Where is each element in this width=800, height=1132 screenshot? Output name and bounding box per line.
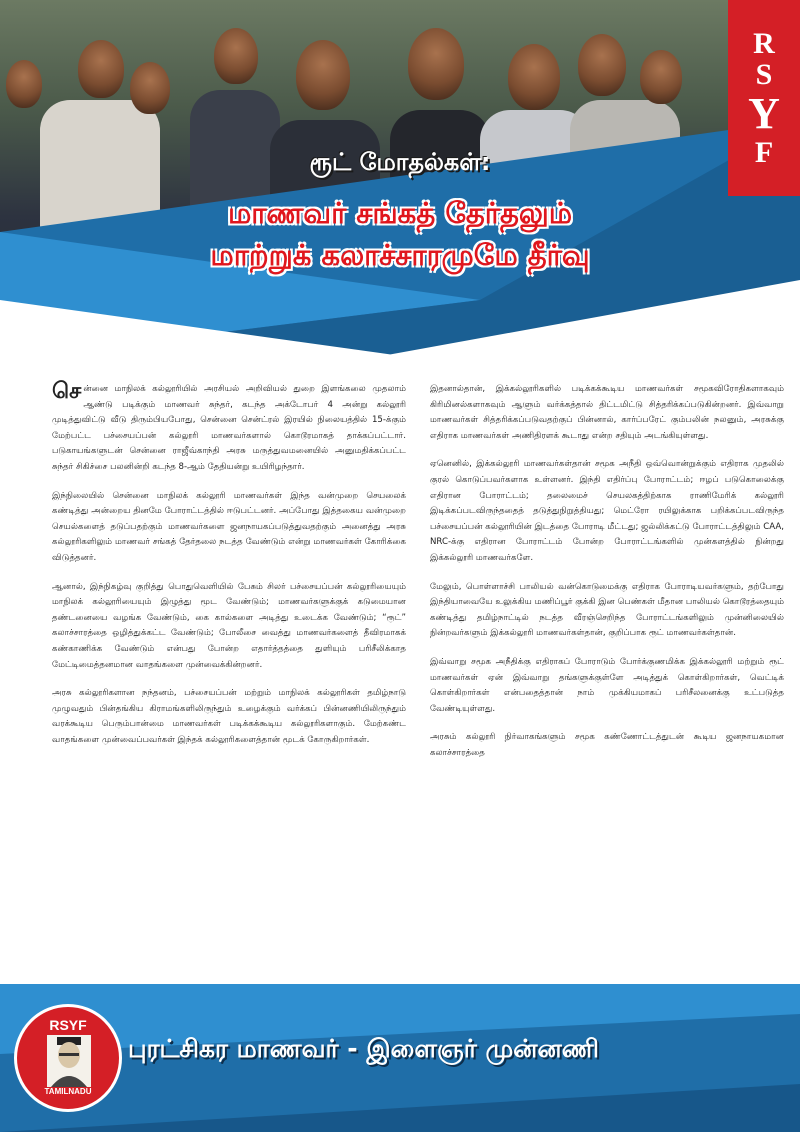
paragraph: ஆனால், இந்நிகழ்வு குறித்து பொதுவெளியில் பேசும் சிலர் பச்சையப்பன் கல்லூரியையும் மாநிலக் கல்லூரியையும் இழுத்து மூட வேண்டும்; மாணவர்களுக்குக் கடுமையான தண்டனையை வழங்க வேண்டும், கை கால்களை அடித்து உடைக்க வேண்டும்; “ரூட்” கலாச்சாரத்தை ஒழித்துக்கட்ட வேண்டும்; போலீசை வைத்து மாணவர்களைத் தீவிரமாகக் கண்காணிக்க வேண்டும் என்பது போன்ற எதார்த்தத்தை துளியும் பரிசீலிக்காத மேட்டிமைத்தனமான வாதங்களை முன்வைக்கின்றனர். bbox=[52, 581, 406, 670]
rsyf-letter-y: Y bbox=[748, 88, 780, 138]
paragraph: மேலும், பொள்ளாச்சி பாலியல் வன்கொடுமைக்கு எதிராக போராடியவர்களும், தற்போது இந்தியாவையே உலுக்கிய மணிப்பூர் குக்கி இன பெண்கள் மீதான பாலியல் கொடூரத்தையும் கண்டித்து தமிழ்நாட்டில் நடத்த வீரஞ்செறிந்த போராட்டங்களிலும் முன்னிலையில் நின்றவர்களும் இக்கல்லூரி மாணவர்கள்தான், குறிப்பாக ரூட் மாணவர்கள்தான். bbox=[430, 581, 784, 639]
paragraph-text: ன்னை மாநிலக் கல்லூரியில் அரசியல் அறிவியல் துறை இளங்கலை முதலாம் ஆண்டு படிக்கும் மாணவர் சுந்தர், கடந்த அக்டோபர் 4 அன்று கல்லூரி முடித்துவிட்டு வீடு திரும்பியபோது, சென்னை சென்ட்ரல் இரயில் நிலையத்தில் 15-க்கும் மேற்பட்ட பச்சையப்பன் கல்லூரி மாணவர்களால் கொடூரமாகத் தாக்கப்பட்டார். படுகாயங்களுடன் சென்னை ராஜீவ்காந்தி அரசு மருத்துவமனையில் அனுமதிக்கப்பட்ட சுந்தர் சிகிச்சை பலனின்றி கடந்த 8-ஆம் தேதியன்று உயிரிழந்தார். bbox=[52, 384, 406, 472]
organization-name: புரட்சிகர மாணவர் - இளைஞர் முன்னணி bbox=[128, 1034, 599, 1063]
paragraph: இதனால்தான், இக்கல்லூரிகளில் படிக்கக்கூடிய மாணவர்கள் சமூகவிரோதிகளாகவும் கிரிமினல்களாகவும் ஆளும் வர்க்கத்தால் திட்டமிட்டு சித்தரிக்கப்படுகின்றனர். இவ்வாறு மாணவர்கள் சித்தரிக்கப்படுவதற்குப் பின்னால், கார்ப்பரேட் கும்பலின் நலனும், அரசுக்கு எதிராக மாணவர்கள் அணிதிரளக் கூடாது என்ற சதியும் அடங்கியுள்ளது. bbox=[430, 384, 784, 441]
logo-bottom-text: TAMILNADU bbox=[44, 1087, 92, 1096]
paragraph: ஏனெனில், இக்கல்லூரி மாணவர்கள்தான் சமூக அநீதி ஒவ்வொன்றுக்கும் எதிராக முதலில் குரல் கொடுப்பவர்களாக உள்ளனர். இந்தி எதிர்ப்பு போராட்டம்; ஈழப் படுகொலைக்கு எதிரான போராட்டம்; தலைமைச் செயலகத்திற்காக ராணிமேரிக் கல்லூரி இடிக்கப்படவிருந்ததைத் தடுத்துநிறுத்தியது; மெட்ரோ ரயிலுக்காக பறிக்கப்படவிருந்த பச்சையப்பன் கல்லூரியின் இடத்தை போராடி மீட்டது; ஜல்லிக்கட்டு போராட்டத்திலும் CAA, NRC-க்கு எதிரான போராட்டம் போன்ற போராட்டங்களில் முன்களத்தில் நின்றது இக்கல்லூரி மாணவர்களே. bbox=[430, 459, 784, 563]
paragraph: இவ்வாறு சமூக அநீதிக்கு எதிராகப் போராடும் போர்க்குணமிக்க இக்கல்லூரி மற்றும் ரூட் மாணவர்கள் ஏன் இவ்வாறு தங்களுக்குள்ளே அடித்துக் கொள்கிறார்கள், வெட்டிக் கொள்கிறார்கள் என்பதைத்தான் நாம் முக்கியமாகப் பரிசீலனைக்கு உட்படுத்த வேண்டியுள்ளது. bbox=[430, 656, 784, 714]
tagline: ரூட் மோதல்கள்: bbox=[309, 148, 491, 176]
headline-line-2: மாற்றுக் கலாச்சாரமுமே தீர்வு bbox=[210, 238, 590, 272]
portrait-icon bbox=[47, 1035, 91, 1087]
footer-banner bbox=[0, 984, 800, 1132]
dropcap: செ bbox=[52, 379, 82, 404]
rsyf-logo bbox=[14, 1004, 122, 1112]
rsyf-letter-r: R bbox=[753, 26, 775, 60]
rsyf-letter-s: S bbox=[755, 58, 773, 92]
paragraph bbox=[52, 379, 406, 476]
paragraph: அரசும் கல்லூரி நிர்வாகங்களும் சமூக கண்ணோட்டத்துடன் கூடிய ஜனநாயகமான கலாச்சாரத்தை bbox=[430, 732, 784, 758]
article-body bbox=[52, 379, 784, 982]
paragraph: அரசு கல்லூரிகளான நந்தனம், பச்சையப்பன் மற்றும் மாநிலக் கல்லூரிகள் தமிழ்நாடு முழுவதும் பின்தங்கிய கிராமங்களிலிருந்தும் உழைக்கும் வர்க்கப் பின்னணியிலிருந்தும் வரக்கூடிய பெரும்பான்மை மாணவர்கள் படிக்கக்கூடிய கல்லூரிகளாகும். மேற்கண்ட வாதங்களை முன்வைப்பவர்கள் இந்தக் கல்லூரிகளைத்தான் மூடக் கோருகிறார்கள். bbox=[52, 688, 407, 745]
rsyf-letter-f: F bbox=[754, 135, 774, 169]
paragraph: இந்நிலையில் சென்னை மாநிலக் கல்லூரி மாணவர்கள் இந்த வன்முறை செயலைக் கண்டித்து அன்றைய தினமே போராட்டத்தில் ஈடுபட்டனர். அப்போது இத்தகைய வன்முறை செயல்களைத் தடுப்பதற்கும் மாணவர்களை ஜனநாயகப்படுத்துவதற்கும் அனைத்து அரசு கல்லூரிகளிலும் மாணவர் சங்கத் தேர்தலை நடத்த வேண்டும் என்று மாணவர்கள் கோரிக்கை விடுத்தனர். bbox=[52, 490, 406, 563]
header-blue-shapes bbox=[0, 0, 800, 360]
headline-line-1: மாணவர் சங்கத் தேர்தலும் bbox=[227, 196, 573, 230]
article-left-column bbox=[52, 379, 407, 982]
logo-top-text: RSYF bbox=[49, 1017, 87, 1033]
header-banner bbox=[0, 0, 800, 360]
article-right-column bbox=[430, 382, 784, 982]
